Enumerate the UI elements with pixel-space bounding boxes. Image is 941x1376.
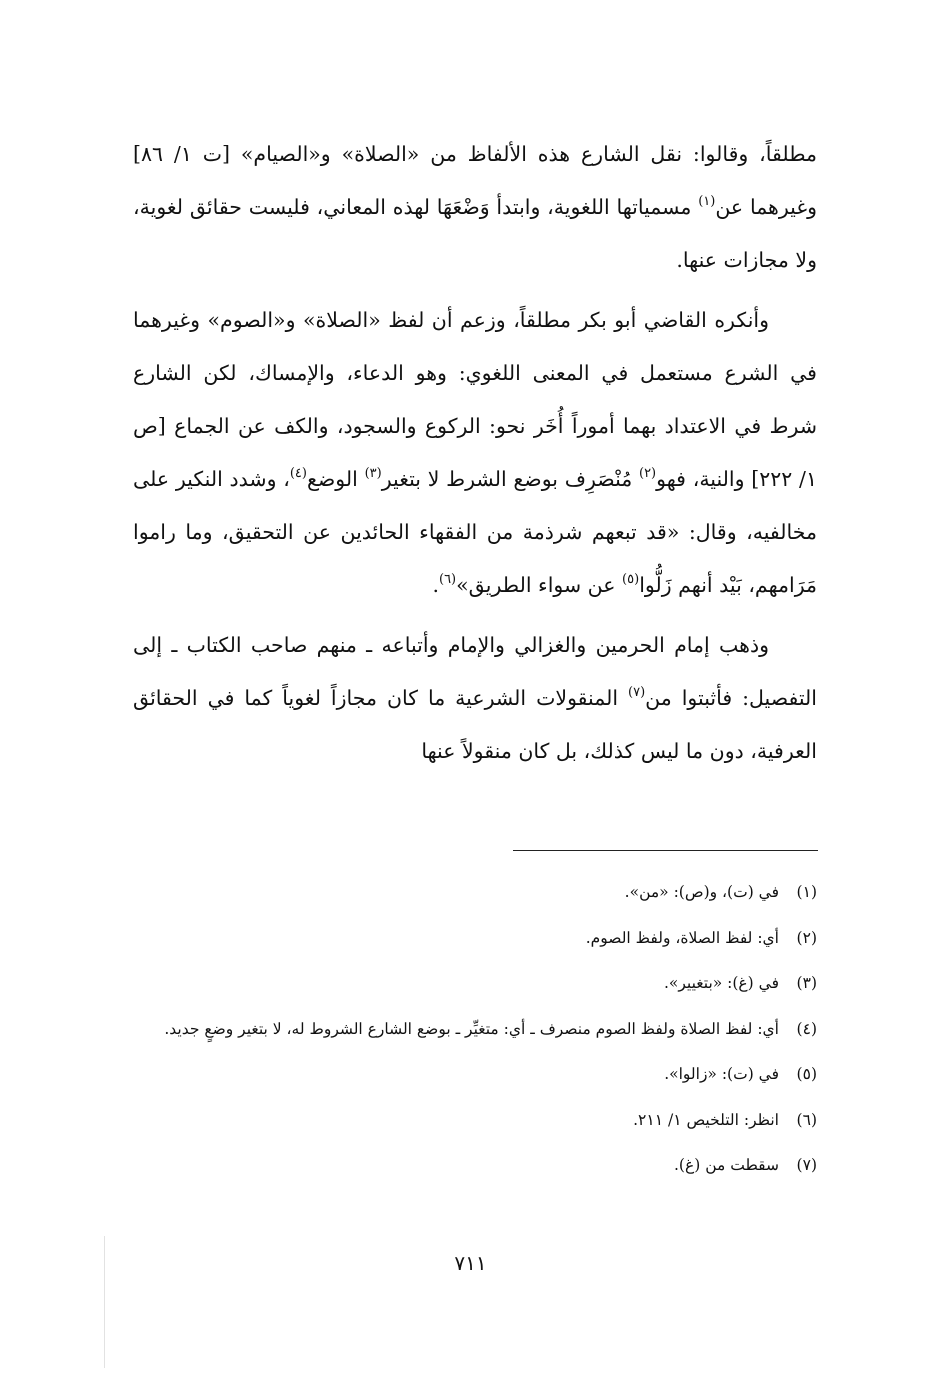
footnote-number: (٣) (796, 974, 817, 992)
paragraph-2-segment-4: ، وشدد النكير على مخالفيه، وقال: «قد تبعهم شرذمة من الفقهاء الحائدين عن التحقيق، وما راموا مَرَامهم، بَيْد أنهم زَلُّوا (133, 467, 817, 597)
paragraph-3-segment-1: وذهب إمام الحرمين والغزالي والإمام وأتباعه ـ منهم صاحب الكتاب ـ إلى التفصيل: فأثبتوا من (133, 633, 817, 710)
footnote-7 (133, 1143, 817, 1189)
paragraph-1-segment-2: مسمياتها اللغوية، وابتدأ وَضْعَهَا لهذه المعاني، فليست حقائق لغوية، ولا مجازات عنها. (133, 195, 817, 272)
page-number: ٧١١ (454, 1251, 487, 1275)
footnote-text: أي: لفظ الصلاة ولفظ الصوم منصرف ـ أي: متغيِّر ـ بوضع الشارع الشروط له، لا بتغير وضعٍ جديد. (164, 1019, 779, 1038)
footnote-text: أي: لفظ الصلاة، ولفظ الصوم. (585, 928, 779, 947)
footnote-text: سقطت من (غ). (674, 1156, 779, 1174)
footnote-5 (133, 1052, 817, 1098)
paragraph-2-segment-6: . (432, 573, 439, 597)
footnote-4 (133, 1007, 817, 1053)
footnote-text: في (ت): «زالوا». (664, 1065, 779, 1083)
main-text (133, 128, 817, 778)
footnote-6 (133, 1098, 817, 1144)
footnote-divider (513, 850, 818, 851)
footnote-ref-7: (٧) (628, 685, 646, 700)
paragraph-1 (133, 128, 817, 287)
paragraph-3-segment-2: المنقولات الشرعية ما كان مجازاً لغوياً كما في الحقائق العرفية، دون ما ليس كذلك، بل كان منقولاً عنها (133, 686, 817, 763)
footnote-number: (٤) (796, 1019, 817, 1038)
paragraph-2-segment-1: وأنكره القاضي أبو بكر مطلقاً، وزعم أن لفظ «الصلاة» و«الصوم» وغيرهما في الشرع مستعمل في المعنى اللغوي: وهو الدعاء، والإمساك، لكن الشارع شرط في الاعتداد بهما أموراً أُخَر نحو: الركوع والسجود، والكف عن الجماع [ص ١/ ٢٢٢] والنية، فهو (133, 308, 817, 491)
footnote-number: (٦) (796, 1110, 817, 1129)
footnote-ref-2: (٢) (638, 466, 657, 481)
footnote-number: (١) (796, 883, 817, 901)
paragraph-2-segment-2: مُنْصَرِف بوضع الشرط لا بتغير (381, 467, 633, 491)
footnotes-list (133, 870, 817, 1189)
paragraph-2-segment-5: عن سواء الطريق» (456, 573, 616, 597)
paragraph-2-segment-3: الوضع (306, 467, 358, 491)
footnote-3 (133, 961, 817, 1007)
footnote-ref-6: (٦) (438, 572, 457, 587)
footnote-ref-3: (٣) (364, 466, 382, 481)
footnote-1 (133, 870, 817, 916)
paragraph-1-segment-1: مطلقاً، وقالوا: نقل الشارع هذه الألفاظ من «الصلاة» و«الصيام» [ت ١/ ٨٦] وغيرهما عن (133, 142, 817, 219)
footnote-number: (٥) (796, 1065, 817, 1083)
footnote-number: (٢) (796, 928, 817, 947)
footnote-2 (133, 916, 817, 962)
paragraph-2 (133, 294, 817, 612)
footnote-text: في (غ): «بتغيير». (663, 974, 779, 992)
scan-edge-line (104, 1236, 105, 1368)
footnote-ref-4: (٤) (289, 466, 307, 481)
footnote-ref-5: (٥) (622, 572, 640, 587)
footnote-text: انظر: التلخيص ١/ ٢١١. (633, 1110, 779, 1129)
footnote-text: في (ت)، و(ص): «من». (624, 883, 779, 901)
footnote-number: (٧) (796, 1156, 817, 1174)
paragraph-3 (133, 619, 817, 778)
footnote-ref-1: (١) (698, 194, 716, 209)
